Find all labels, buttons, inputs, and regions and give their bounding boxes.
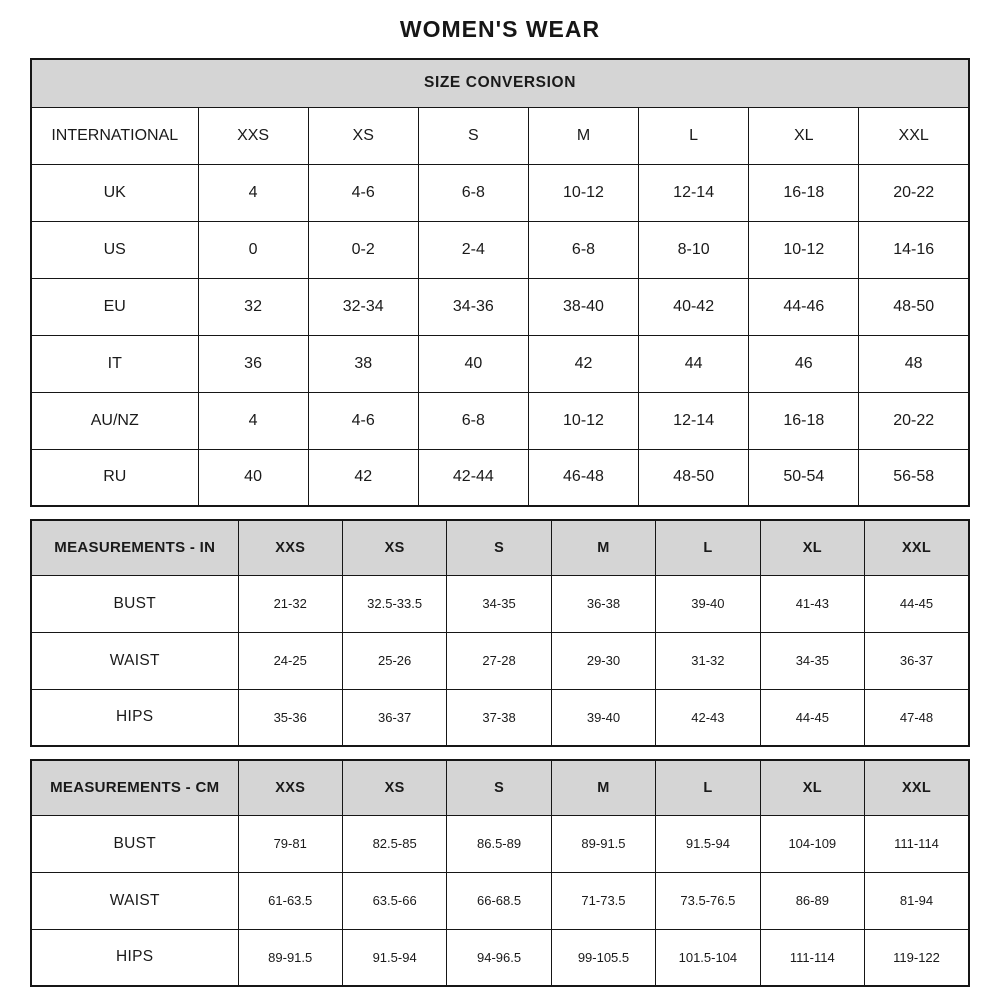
table-cell: 32-34 <box>308 278 418 335</box>
table-cell: M <box>528 107 638 164</box>
table-cell: 10-12 <box>528 164 638 221</box>
row-label: AU/NZ <box>31 392 198 449</box>
size-conversion-table <box>30 58 970 507</box>
table-cell: 32 <box>198 278 308 335</box>
table-title-row <box>31 59 969 107</box>
table-cell: 89-91.5 <box>238 929 342 986</box>
measurements-in-table-body <box>31 520 969 746</box>
table-cell: XXL <box>859 107 969 164</box>
table-cell: 20-22 <box>859 392 969 449</box>
table-row <box>31 449 969 506</box>
table-cell: 81-94 <box>865 872 969 929</box>
table-cell: 73.5-76.5 <box>656 872 760 929</box>
table-cell: 44-45 <box>865 575 969 632</box>
table-row <box>31 632 969 689</box>
table-cell: 27-28 <box>447 632 551 689</box>
table-cell: 63.5-66 <box>342 872 446 929</box>
row-label: INTERNATIONAL <box>31 107 198 164</box>
table-cell: 46-48 <box>528 449 638 506</box>
table-title: MEASUREMENTS - IN <box>31 520 238 575</box>
row-label: EU <box>31 278 198 335</box>
row-label: HIPS <box>31 929 238 986</box>
size-header-cell: XXS <box>238 760 342 815</box>
table-cell: 2-4 <box>418 221 528 278</box>
table-cell: 82.5-85 <box>342 815 446 872</box>
row-label: IT <box>31 335 198 392</box>
table-title: SIZE CONVERSION <box>31 59 969 107</box>
table-cell: 101.5-104 <box>656 929 760 986</box>
table-row <box>31 392 969 449</box>
table-cell: 12-14 <box>639 164 749 221</box>
row-label: RU <box>31 449 198 506</box>
size-header-cell: L <box>656 520 760 575</box>
table-cell: 48 <box>859 335 969 392</box>
table-cell: 40-42 <box>639 278 749 335</box>
size-conversion-table-body <box>31 59 969 506</box>
table-cell: 79-81 <box>238 815 342 872</box>
table-row <box>31 815 969 872</box>
table-cell: 86.5-89 <box>447 815 551 872</box>
table-cell: 36-37 <box>865 632 969 689</box>
table-cell: 20-22 <box>859 164 969 221</box>
table-cell: 111-114 <box>760 929 864 986</box>
table-cell: 38-40 <box>528 278 638 335</box>
table-cell: 42-43 <box>656 689 760 746</box>
table-cell: 12-14 <box>639 392 749 449</box>
table-cell: 16-18 <box>749 392 859 449</box>
table-cell: 48-50 <box>859 278 969 335</box>
table-cell: 36 <box>198 335 308 392</box>
size-header-cell: XXL <box>865 520 969 575</box>
table-cell: 48-50 <box>639 449 749 506</box>
table-cell: 91.5-94 <box>342 929 446 986</box>
table-cell: 8-10 <box>639 221 749 278</box>
table-cell: 44-46 <box>749 278 859 335</box>
table-cell: 34-35 <box>447 575 551 632</box>
table-cell: 42-44 <box>418 449 528 506</box>
table-cell: 6-8 <box>418 392 528 449</box>
table-cell: 40 <box>418 335 528 392</box>
table-cell: 4-6 <box>308 392 418 449</box>
table-cell: 104-109 <box>760 815 864 872</box>
table-cell: 50-54 <box>749 449 859 506</box>
table-cell: 42 <box>528 335 638 392</box>
table-cell: 119-122 <box>865 929 969 986</box>
table-cell: 4 <box>198 164 308 221</box>
table-cell: S <box>418 107 528 164</box>
table-row <box>31 872 969 929</box>
size-header-cell: XS <box>342 760 446 815</box>
table-cell: 0 <box>198 221 308 278</box>
table-cell: 36-37 <box>342 689 446 746</box>
table-cell: 6-8 <box>528 221 638 278</box>
table-cell: 14-16 <box>859 221 969 278</box>
table-cell: 39-40 <box>656 575 760 632</box>
row-label: HIPS <box>31 689 238 746</box>
table-title: MEASUREMENTS - CM <box>31 760 238 815</box>
table-cell: 16-18 <box>749 164 859 221</box>
table-cell: XS <box>308 107 418 164</box>
table-row <box>31 689 969 746</box>
measurements-in-table <box>30 519 970 747</box>
table-cell: 56-58 <box>859 449 969 506</box>
table-row <box>31 164 969 221</box>
table-cell: 46 <box>749 335 859 392</box>
table-cell: 34-35 <box>760 632 864 689</box>
measurements-cm-table-body <box>31 760 969 986</box>
row-label: BUST <box>31 815 238 872</box>
table-cell: XL <box>749 107 859 164</box>
table-cell: 94-96.5 <box>447 929 551 986</box>
size-header-cell: M <box>551 760 655 815</box>
table-header-row <box>31 760 969 815</box>
table-cell: 41-43 <box>760 575 864 632</box>
measurements-cm-table <box>30 759 970 987</box>
table-cell: 10-12 <box>528 392 638 449</box>
row-label: WAIST <box>31 632 238 689</box>
table-cell: 111-114 <box>865 815 969 872</box>
table-cell: 42 <box>308 449 418 506</box>
table-header-row <box>31 520 969 575</box>
row-label: US <box>31 221 198 278</box>
table-cell: 39-40 <box>551 689 655 746</box>
table-cell: 31-32 <box>656 632 760 689</box>
table-cell: 4 <box>198 392 308 449</box>
table-cell: 66-68.5 <box>447 872 551 929</box>
table-cell: 38 <box>308 335 418 392</box>
table-cell: 35-36 <box>238 689 342 746</box>
size-header-cell: M <box>551 520 655 575</box>
size-header-cell: S <box>447 760 551 815</box>
table-cell: 29-30 <box>551 632 655 689</box>
size-header-cell: XS <box>342 520 446 575</box>
table-cell: XXS <box>198 107 308 164</box>
table-cell: 6-8 <box>418 164 528 221</box>
row-label: BUST <box>31 575 238 632</box>
size-header-cell: XL <box>760 520 864 575</box>
table-cell: 36-38 <box>551 575 655 632</box>
table-cell: 71-73.5 <box>551 872 655 929</box>
table-cell: 47-48 <box>865 689 969 746</box>
size-header-cell: L <box>656 760 760 815</box>
table-cell: 44 <box>639 335 749 392</box>
table-cell: 91.5-94 <box>656 815 760 872</box>
table-cell: 25-26 <box>342 632 446 689</box>
table-cell: L <box>639 107 749 164</box>
size-header-cell: S <box>447 520 551 575</box>
table-cell: 21-32 <box>238 575 342 632</box>
table-cell: 86-89 <box>760 872 864 929</box>
table-cell: 40 <box>198 449 308 506</box>
table-cell: 99-105.5 <box>551 929 655 986</box>
table-row <box>31 335 969 392</box>
row-label: UK <box>31 164 198 221</box>
size-header-cell: XXS <box>238 520 342 575</box>
table-cell: 32.5-33.5 <box>342 575 446 632</box>
size-header-cell: XXL <box>865 760 969 815</box>
table-row <box>31 221 969 278</box>
table-row <box>31 278 969 335</box>
table-cell: 34-36 <box>418 278 528 335</box>
table-row <box>31 575 969 632</box>
table-cell: 4-6 <box>308 164 418 221</box>
table-cell: 10-12 <box>749 221 859 278</box>
table-cell: 89-91.5 <box>551 815 655 872</box>
table-cell: 0-2 <box>308 221 418 278</box>
table-cell: 37-38 <box>447 689 551 746</box>
row-label: WAIST <box>31 872 238 929</box>
table-row <box>31 107 969 164</box>
table-row <box>31 929 969 986</box>
table-cell: 24-25 <box>238 632 342 689</box>
table-cell: 61-63.5 <box>238 872 342 929</box>
size-header-cell: XL <box>760 760 864 815</box>
page-title: WOMEN'S WEAR <box>399 16 601 42</box>
table-cell: 44-45 <box>760 689 864 746</box>
